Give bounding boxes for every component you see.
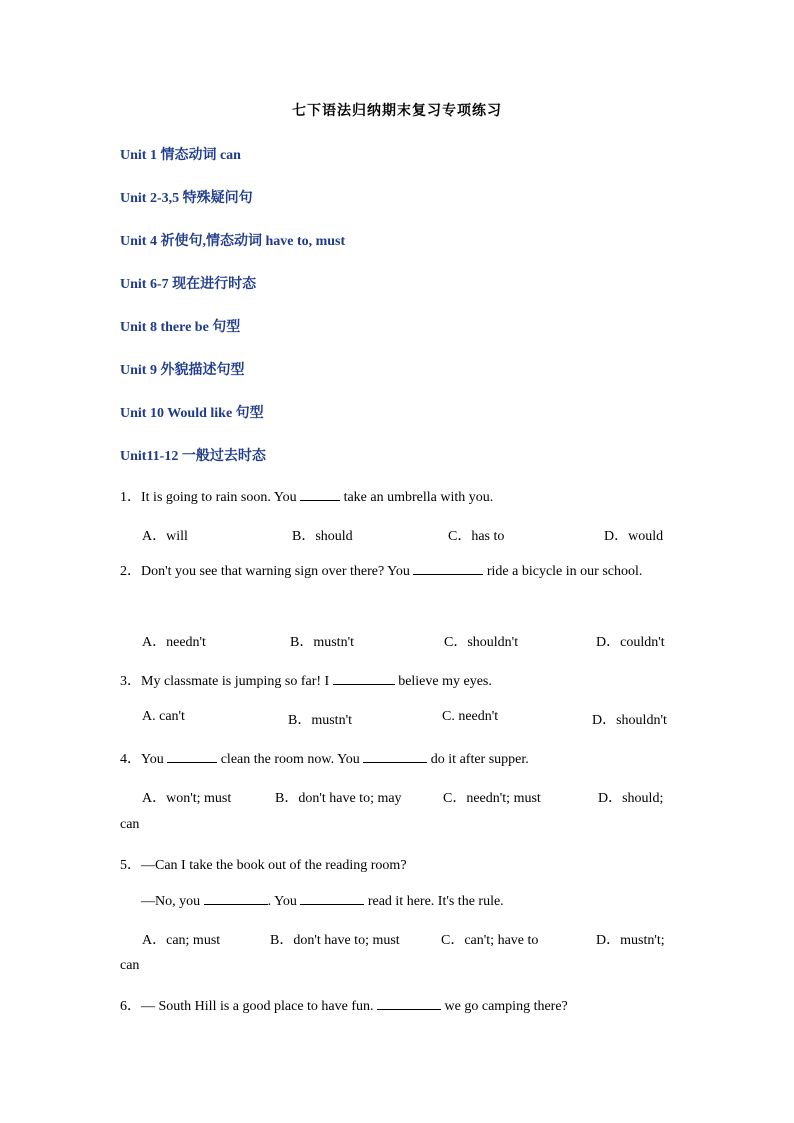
option-b: B．don't have to; must	[270, 933, 400, 948]
answer-blank	[300, 892, 364, 905]
question-number: 1．	[120, 490, 141, 505]
answer-blank	[413, 562, 483, 575]
question-text: ride a bicycle in our school.	[483, 564, 643, 579]
option-d: D．shouldn't	[592, 713, 667, 728]
question-number: 2．	[120, 564, 141, 579]
question-5-reply	[141, 892, 504, 910]
unit-heading-4: Unit 6-7 现在进行时态	[120, 277, 257, 292]
option-d: D．would	[604, 529, 664, 544]
option-c: C．needn't; must	[443, 791, 541, 806]
option-b: B．mustn't	[290, 635, 354, 650]
question-number: 5．	[120, 858, 141, 873]
option-continuation: can	[120, 817, 140, 832]
question-text: —No, you	[141, 894, 204, 909]
unit-heading-1: Unit 1 情态动词 can	[120, 148, 241, 163]
answer-blank	[377, 997, 441, 1010]
question-text: You	[141, 752, 168, 767]
unit-heading-7: Unit 10 Would like 句型	[120, 406, 264, 421]
option-a: A. can't	[142, 709, 185, 724]
option-continuation: can	[120, 958, 140, 973]
question-2	[120, 557, 672, 587]
question-text: clean the room now. You	[217, 752, 364, 767]
question-text: do it after supper.	[427, 752, 529, 767]
option-c: C．has to	[448, 529, 505, 544]
answer-blank	[363, 750, 427, 763]
option-c: C．shouldn't	[444, 635, 519, 650]
option-a: A．will	[142, 529, 188, 544]
answer-blank	[300, 488, 340, 501]
option-d: D．mustn't;	[596, 933, 665, 948]
option-d: D．should;	[598, 791, 664, 806]
question-number: 3．	[120, 674, 141, 689]
question-text: — South Hill is a good place to have fun.	[141, 999, 378, 1014]
question-number: 4．	[120, 752, 141, 767]
question-number: 6．	[120, 999, 141, 1014]
page-title: 七下语法归纳期末复习专项练习	[292, 104, 502, 119]
unit-heading-6: Unit 9 外貌描述句型	[120, 363, 245, 378]
question-text: believe my eyes.	[394, 674, 492, 689]
question-1	[120, 486, 493, 506]
question-text: Don't you see that warning sign over there? You	[141, 564, 414, 579]
unit-heading-2: Unit 2-3,5 特殊疑问句	[120, 191, 253, 206]
option-a: A．can; must	[142, 933, 221, 948]
option-b: B．don't have to; may	[275, 791, 402, 806]
question-text: —Can I take the book out of the reading room?	[141, 858, 407, 873]
question-text: we go camping there?	[441, 999, 568, 1014]
option-b: B．mustn't	[288, 713, 352, 728]
question-4	[120, 748, 529, 768]
question-6	[120, 995, 568, 1015]
question-text: . You	[267, 894, 301, 909]
option-a: A．needn't	[142, 635, 206, 650]
question-text: read it here. It's the rule.	[364, 894, 504, 909]
question-text: take an umbrella with you.	[340, 490, 494, 505]
answer-blank	[204, 892, 268, 905]
question-3	[120, 670, 492, 690]
option-d: D．couldn't	[596, 635, 665, 650]
unit-heading-8: Unit11-12 一般过去时态	[120, 449, 266, 464]
question-text: It is going to rain soon. You	[141, 490, 301, 505]
option-c: C．can't; have to	[441, 933, 539, 948]
answer-blank	[167, 750, 217, 763]
option-b: B．should	[292, 529, 353, 544]
answer-blank	[333, 672, 395, 685]
option-a: A．won't; must	[142, 791, 232, 806]
question-text: My classmate is jumping so far! I	[141, 674, 333, 689]
unit-heading-3: Unit 4 祈使句,情态动词 have to, must	[120, 234, 346, 249]
question-5	[120, 854, 407, 874]
option-c: C. needn't	[442, 709, 499, 724]
unit-heading-5: Unit 8 there be 句型	[120, 320, 241, 335]
